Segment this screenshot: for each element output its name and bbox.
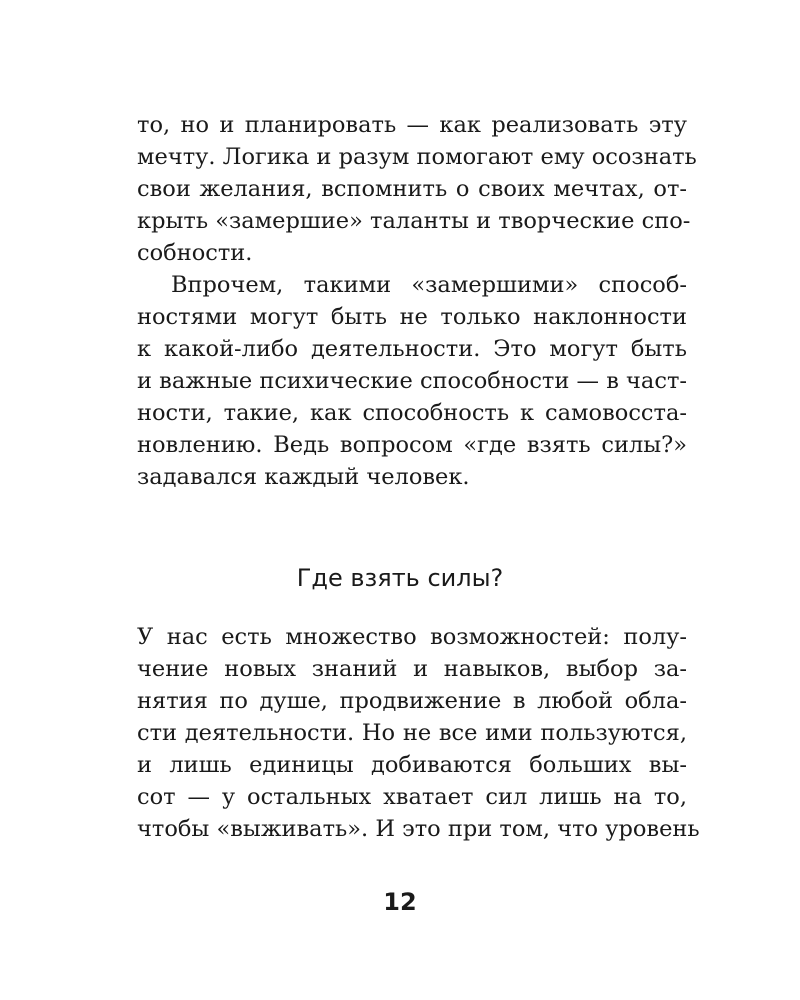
text-line: мечту. Логика и разум помогают ему осознать	[137, 144, 697, 170]
text-line: чтобы «выживать». И это при том, что уровень	[137, 816, 700, 842]
text-line: собности.	[137, 240, 253, 266]
text-line: сот — у остальных хватает сил лишь на то,	[137, 784, 687, 810]
page-number: 12	[383, 888, 417, 916]
text-line: крыть «замершие» таланты и творческие спо-	[137, 208, 691, 234]
text-line: и важные психические способности — в част-	[137, 368, 687, 394]
text-line: нятия по душе, продвижение в любой обла-	[137, 688, 687, 714]
text-line: свои желания, вспомнить о своих мечтах, от-	[137, 176, 687, 202]
section-heading: Где взять силы?	[296, 564, 504, 592]
text-line: Впрочем, такими «замершими» способ-	[171, 272, 687, 298]
text-line: то, но и планировать — как реализовать эту	[137, 112, 687, 138]
text-line: задавался каждый человек.	[137, 464, 470, 490]
text-line: и лишь единицы добиваются больших вы-	[137, 752, 687, 778]
paragraph-possibilities	[137, 621, 700, 845]
text-line: ностями могут быть не только наклонности	[137, 304, 687, 330]
text-line: У нас есть множество возможностей: полу-	[137, 624, 687, 650]
text-line: к какой-либо деятельности. Это могут быть	[137, 336, 687, 362]
paragraph-intro-continuation	[137, 109, 697, 269]
text-line: новлению. Ведь вопросом «где взять силы?»	[137, 432, 687, 458]
paragraph-frozen-abilities	[137, 269, 687, 493]
text-line: ности, такие, как способность к самовосста-	[137, 400, 687, 426]
text-line: сти деятельности. Но не все ими пользуются,	[137, 720, 687, 746]
text-line: чение новых знаний и навыков, выбор за-	[137, 656, 687, 682]
